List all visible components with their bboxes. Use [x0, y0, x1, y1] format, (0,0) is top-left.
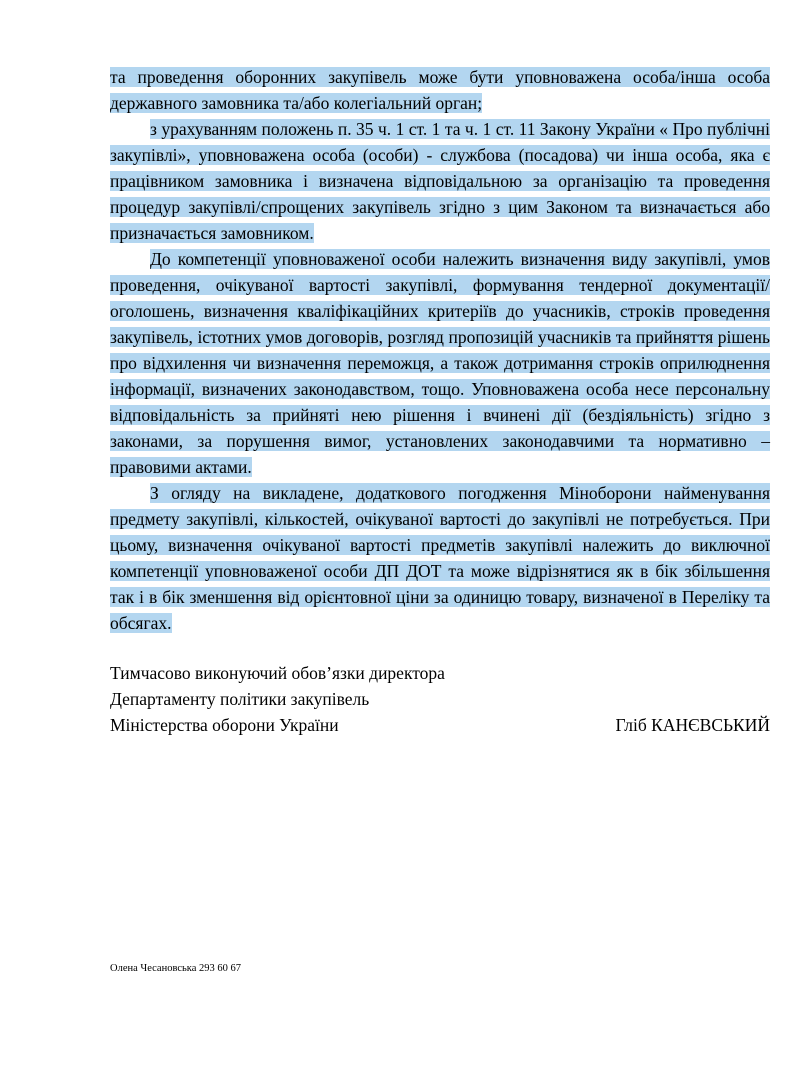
body-paragraph: [110, 64, 770, 116]
footer-contact: Олена Чесановська 293 60 67: [110, 963, 242, 974]
signer-title: [110, 660, 445, 738]
signer-title-line: Департаменту політики закупівель: [110, 689, 370, 709]
body-paragraph: [110, 480, 770, 636]
highlighted-text: та проведення оборонних закупівель може бути уповноважена особа/інша особа державного замовника та/або колегіальний орган;: [110, 67, 770, 113]
body-paragraph: [110, 116, 770, 246]
signer-title-line: Тимчасово виконуючий обов’язки директора: [110, 663, 445, 683]
signer-name: Гліб КАНЄВСЬКИЙ: [615, 715, 770, 735]
signature-block: [110, 660, 770, 738]
highlighted-text: До компетенції уповноваженої особи належить визначення виду закупівлі, умов проведення, очікуваної вартості закупівлі, формування тендерної документації/ оголошень, визначення кваліфікаційних критеріїв до учасників, строків проведення закупівель, істотних умов договорів, розгляд пропозицій учасників та прийняття рішень про відхилення чи визначення переможця, а також дотримання строків оприлюднення інформації, визначених законодавством, тощо. Уповноважена особа несе персональну відповідальність за прийняті нею рішення і вчинені дії (бездіяльність) згідно з законами, за порушення вимог, установлених законодавчими та нормативно – правовими актами.: [110, 249, 770, 477]
highlighted-text: З огляду на викладене, додаткового погодження Міноборони найменування предмету закупівлі, кількостей, очікуваної вартості до закупівлі не потребується. При цьому, визначення очікуваної вартості предметів закупівлі належить до виключної компетенції уповноваженої особи ДП ДОТ та може відрізнятися як в бік збільшення так і в бік зменшення від орієнтовної ціни за одиницю товару, визначеної в Переліку та обсягах.: [110, 483, 770, 633]
highlighted-text: з урахуванням положень п. 35 ч. 1 ст. 1 та ч. 1 ст. 11 Закону України « Про публічні закупівлі», уповноважена особа (особи) - службова (посадова) чи інша особа, яка є працівником замовника і визначена відповідальною за організацію та проведення процедур закупівлі/спрощених закупівель згідно з цим Законом та визначається або призначається замовником.: [110, 119, 770, 243]
body-text: [110, 64, 770, 636]
signer-title-line: Міністерства оборони України: [110, 715, 339, 735]
body-paragraph: [110, 246, 770, 480]
